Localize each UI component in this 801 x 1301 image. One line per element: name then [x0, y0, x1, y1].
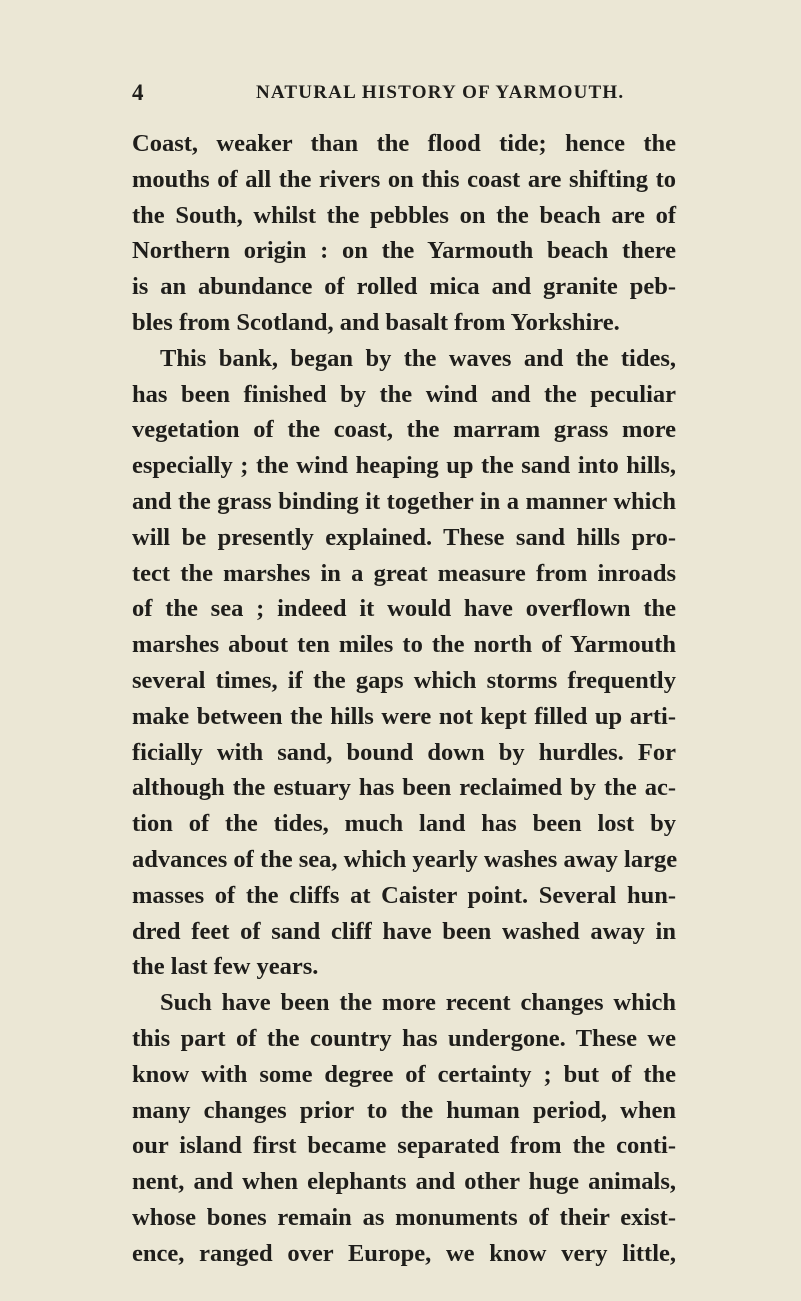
text-line: although the estuary has been reclaimed by the ac-: [132, 774, 676, 802]
text-line: the South, whilst the pebbles on the beach are of: [132, 201, 676, 229]
text-line: many changes prior to the human period, when: [132, 1096, 676, 1124]
page-number: 4: [132, 80, 144, 105]
text-line: nent, and when elephants and other huge animals,: [132, 1168, 676, 1196]
text-line: bles from Scotland, and basalt from Yorkshire.: [132, 308, 620, 336]
text-line: has been finished by the wind and the peculiar: [132, 380, 676, 408]
text-line: this part of the country has undergone. These we: [132, 1024, 676, 1052]
running-head: [0, 78, 801, 108]
text-line: of the sea ; indeed it would have overflown the: [132, 595, 676, 623]
text-line: is an abundance of rolled mica and granite peb-: [132, 273, 676, 301]
text-line: Northern origin : on the Yarmouth beach there: [132, 237, 676, 265]
text-line: mouths of all the rivers on this coast are shifting to: [132, 165, 676, 193]
text-line: This bank, began by the waves and the tides,: [160, 344, 676, 372]
text-line: tect the marshes in a great measure from inroads: [132, 559, 676, 587]
body-text: [132, 126, 676, 1272]
text-line: masses of the cliffs at Caister point. Several hun-: [132, 881, 676, 909]
text-line: vegetation of the coast, the marram grass more: [132, 416, 676, 444]
text-line: our island first became separated from the conti-: [132, 1132, 676, 1160]
text-line: ence, ranged over Europe, we know very little,: [132, 1239, 676, 1267]
text-line: will be presently explained. These sand hills pro-: [132, 523, 676, 551]
text-line: ficially with sand, bound down by hurdles. For: [132, 738, 676, 766]
text-line: know with some degree of certainty ; but of the: [132, 1060, 676, 1088]
text-line: the last few years.: [132, 953, 319, 981]
text-line: whose bones remain as monuments of their exist-: [132, 1203, 676, 1231]
text-line: tion of the tides, much land has been lost by: [132, 810, 676, 838]
text-line: dred feet of sand cliff have been washed away in: [132, 917, 676, 945]
text-line: Coast, weaker than the flood tide; hence the: [132, 130, 676, 157]
text-line: especially ; the wind heaping up the sand into hills,: [132, 452, 676, 480]
text-line: Such have been the more recent changes which: [160, 989, 676, 1017]
running-title: NATURAL HISTORY OF YARMOUTH.: [256, 82, 625, 103]
text-line: advances of the sea, which yearly washes away large: [132, 845, 678, 873]
text-line: make between the hills were not kept filled up arti-: [132, 702, 676, 730]
text-line: marshes about ten miles to the north of Yarmouth: [132, 631, 676, 659]
text-line: several times, if the gaps which storms frequently: [132, 666, 676, 694]
text-line: and the grass binding it together in a manner which: [132, 487, 676, 515]
